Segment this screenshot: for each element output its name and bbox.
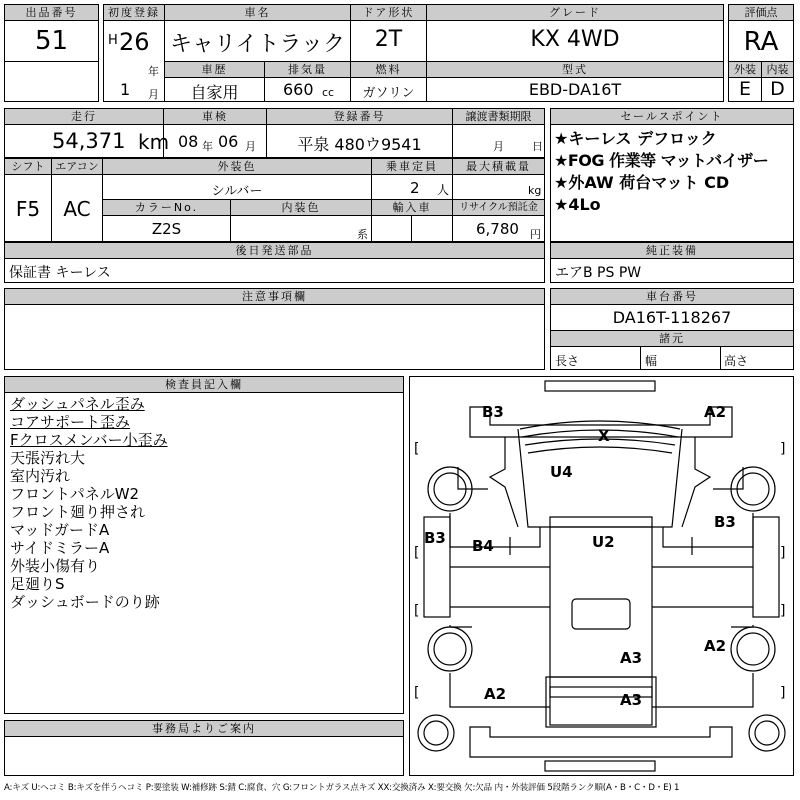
fuel-value: ガソリン xyxy=(362,86,415,101)
max-load-unit: kg xyxy=(528,184,542,197)
grade-header: グレード xyxy=(427,5,723,21)
era-letter: H xyxy=(108,33,118,48)
office-header: 事務局よりご案内 xyxy=(5,721,403,737)
bracket: ] xyxy=(780,545,786,561)
door-value: 2T xyxy=(374,27,403,52)
damage-mark: A2 xyxy=(484,685,507,703)
year-unit: 年 xyxy=(148,65,159,78)
inspection-month-unit: 月 xyxy=(245,140,256,153)
sales-point: ★FOG 作業等 マットバイザー xyxy=(554,151,769,170)
displacement-unit: cc xyxy=(322,86,335,99)
damage-mark: B4 xyxy=(472,537,494,555)
displacement-value: 660 xyxy=(283,80,314,99)
lot-number-value: 51 xyxy=(34,26,69,56)
inspector-note: マッドガードA xyxy=(10,521,110,539)
capacity-header: 乗車定員 xyxy=(372,159,452,175)
exterior-grade: E xyxy=(738,78,751,100)
bracket: ] xyxy=(780,441,786,457)
damage-mark: A2 xyxy=(704,403,727,421)
inspector-note: 外装小傷有り xyxy=(10,557,101,575)
inspector-header: 検査員記入欄 xyxy=(5,377,403,393)
inspection-month: 06 xyxy=(218,132,239,151)
transfer-month-unit: 月 xyxy=(493,140,504,153)
inspector-note: Fクロスメンバー小歪み xyxy=(10,431,168,449)
inspector-note: 足廻りS xyxy=(10,575,65,593)
displacement-header: 排気量 xyxy=(265,62,350,78)
history-header: 車歴 xyxy=(165,62,264,78)
bracket: ] xyxy=(780,603,786,619)
interior-header: 内装 xyxy=(762,62,793,78)
genuine-value: エアB PS PW xyxy=(555,265,642,281)
inspection-header: 車検 xyxy=(164,109,266,125)
aircon-value: AC xyxy=(63,197,91,221)
length-label: 長さ xyxy=(555,354,580,368)
sales-points-header: セールスポイント xyxy=(551,109,793,125)
inspector-note: ダッシュボードのり跡 xyxy=(10,593,160,611)
sales-point: ★4Lo xyxy=(554,195,601,214)
car-name-header: 車名 xyxy=(165,5,350,21)
legend-text: A:キズ U:ヘコミ B:キズを伴うヘコミ P:要塗装 W:補修跡 S:錆 C:腐食、穴 G:フロントガラス点キズ XX:交換済み X:要交換 欠:欠品 内・外装評価 5段階ランク順(A・B・C・D・E) 1 xyxy=(4,783,680,793)
car-name-value: キャリイトラック xyxy=(170,32,345,57)
import-header: 輸入車 xyxy=(372,200,452,216)
first-reg-year: 26 xyxy=(119,28,150,56)
damage-diagram xyxy=(409,376,794,776)
grade-value: KX 4WD xyxy=(530,27,620,52)
fuel-header: 燃料 xyxy=(351,62,426,78)
history-value: 自家用 xyxy=(190,83,239,102)
inspector-note: コアサポート歪み xyxy=(10,413,131,431)
exterior-header: 外装 xyxy=(729,62,761,78)
chassis-number: DA16T-118267 xyxy=(612,308,732,327)
max-load-header: 最大積載量 xyxy=(453,159,544,175)
reg-number-header: 登録番号 xyxy=(267,109,452,125)
bracket: [ xyxy=(414,603,420,619)
score-header: 評価点 xyxy=(729,5,793,21)
caution-header: 注意事項欄 xyxy=(5,289,544,305)
recycle-value: 6,780 xyxy=(476,220,519,238)
capacity-value: 2 xyxy=(410,179,420,197)
later-parts-header: 後日発送部品 xyxy=(5,243,544,259)
transfer-day-unit: 日 xyxy=(532,140,543,153)
damage-mark: B3 xyxy=(424,529,446,547)
mileage-unit: km xyxy=(138,130,170,154)
dimensions-header: 諸元 xyxy=(551,331,793,347)
sales-point: ★外AW 荷台マット CD xyxy=(554,173,730,192)
aircon-header: エアコン xyxy=(52,159,102,175)
damage-mark: A3 xyxy=(620,691,643,709)
damage-mark: B3 xyxy=(482,403,504,421)
transfer-header: 譲渡書類期限 xyxy=(453,109,544,125)
inspector-note: サイドミラーA xyxy=(10,539,110,557)
inspector-note: 天張汚れ大 xyxy=(10,449,86,467)
recycle-unit: 円 xyxy=(530,228,541,241)
inspection-year-unit: 年 xyxy=(202,140,213,153)
bracket: [ xyxy=(414,545,420,561)
interior-grade: D xyxy=(770,78,785,100)
int-color-header: 内装色 xyxy=(231,200,371,216)
height-label: 高さ xyxy=(724,354,749,368)
inspection-year: 08 xyxy=(178,132,199,151)
damage-mark: B3 xyxy=(714,513,736,531)
mileage-value: 54,371 xyxy=(52,129,126,153)
chassis-header: 車台番号 xyxy=(551,289,793,305)
later-parts-value: 保証書 キーレス xyxy=(9,265,111,281)
model-header: 型式 xyxy=(427,62,723,78)
genuine-header: 純正装備 xyxy=(551,243,793,259)
inspector-note: フロント廻り押され xyxy=(10,503,146,521)
first-reg-month: 1 xyxy=(120,80,131,99)
recycle-header: リサイクル預託金 xyxy=(453,200,544,216)
month-unit: 月 xyxy=(148,88,159,101)
lot-number-header: 出品番号 xyxy=(5,5,98,21)
inspector-notes xyxy=(10,395,400,611)
model-value: EBD-DA16T xyxy=(528,80,622,99)
inspector-note: フロントパネルW2 xyxy=(10,485,140,503)
door-header: ドア形状 xyxy=(351,5,426,21)
ext-color-header: 外装色 xyxy=(103,159,371,175)
shift-value: F5 xyxy=(15,197,41,221)
damage-mark: U2 xyxy=(592,533,615,551)
damage-mark: A2 xyxy=(704,637,727,655)
inspector-note: 室内汚れ xyxy=(10,467,71,485)
first-reg-header: 初度登録 xyxy=(104,5,164,21)
color-no-value: Z2S xyxy=(151,220,182,238)
score-value: RA xyxy=(743,27,779,57)
damage-mark: A3 xyxy=(620,649,643,667)
ext-color-value: シルバー xyxy=(211,184,263,199)
bracket: [ xyxy=(414,441,420,457)
damage-mark: U4 xyxy=(550,463,573,481)
bracket: ] xyxy=(780,685,786,701)
bracket: [ xyxy=(414,685,420,701)
capacity-unit: 人 xyxy=(437,183,450,197)
damage-mark: X xyxy=(598,427,610,445)
width-label: 幅 xyxy=(645,354,658,368)
reg-number-value: 平泉 480ウ9541 xyxy=(297,135,422,154)
sales-points-list xyxy=(554,128,792,216)
color-no-header: カラーNo. xyxy=(103,200,230,216)
int-color-unit: 系 xyxy=(357,228,368,241)
sales-point: ★キーレス デフロック xyxy=(554,129,717,148)
inspector-note: ダッシュパネル歪み xyxy=(10,395,145,413)
mileage-header: 走行 xyxy=(5,109,163,125)
shift-header: シフト xyxy=(5,159,51,175)
